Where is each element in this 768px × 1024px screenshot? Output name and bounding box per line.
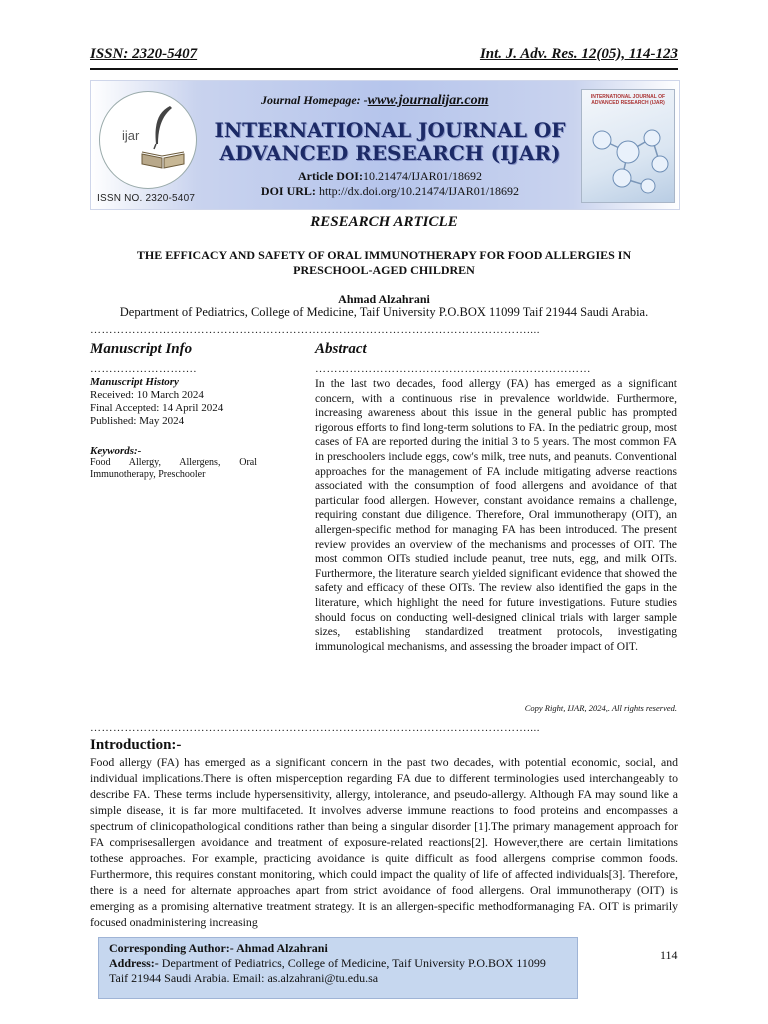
cover-title: INTERNATIONAL JOURNAL OF ADVANCED RESEARCH (IJAR) — [590, 94, 666, 106]
molecule-icon — [582, 90, 674, 202]
doi-url-link[interactable]: http://dx.doi.org/10.21474/IJAR01/18692 — [318, 184, 520, 198]
author-name: Ahmad Alzahrani — [338, 292, 430, 306]
header-rule — [90, 68, 678, 70]
accepted-date: Final Accepted: 14 April 2024 — [90, 402, 224, 414]
journal-banner — [90, 80, 680, 210]
logo-issn: ISSN NO. 2320-5407 — [97, 193, 196, 204]
logo-text: ijar — [122, 128, 140, 143]
article-type: RESEARCH ARTICLE — [310, 214, 458, 230]
article-title: THE EFFICACY AND SAFETY OF ORAL IMMUNOTHERAPY FOR FOOD ALLERGIES IN PRESCHOOL-AGED CHILDREN — [136, 248, 632, 277]
author-address: Address:- Department of Pediatrics, College of Medicine, Taif University P.O.BOX 11099 Taif 21944 Saudi Arabia. Email: as.alzahrani@tu.edu.sa — [109, 956, 546, 985]
keywords: Keywords:- Food Allergy, Allergens, Oral Immunotherapy, Preschooler — [90, 445, 257, 480]
corresponding-author-box — [98, 937, 578, 999]
received-date: Received: 10 March 2024 — [90, 389, 204, 401]
introduction-heading: Introduction:- — [90, 737, 182, 753]
issn-text: ISSN: 2320-5407 — [90, 46, 198, 62]
doi-block: Article DOI:10.21474/IJAR01/18692 DOI URL: http://dx.doi.org/10.21474/IJAR01/18692 — [260, 169, 520, 198]
introduction-text: Food allergy (FA) has emerged as a significant concern in the past two decades, with potential economic, social, and individual implications.There is often misperception regarding FA due to different terminologies used interchangeably to describe FA. These terms include hypersensitivity, allergy, intolerance, and pseudo-allergy. Although FA may sound like a simple disease, it is far more multifaceted. It involves adverse immune reactions to food proteins and encompasses a spectrum of clinicopathological conditions rather than being a singular disorder [1].The primary management approach for FA comprisesallergen avoidance and treatment of exposure-related reactions[2]. However,there are certain limitations tothese approaches. For example, practicing avoidance is quite difficult as food allergens comprise common foods. Furthermore, this requires constant monitoring, which could impact the quality of life of affected individuals[3]. Therefore, there is a need for alternate approaches apart from strict avoidance of food allergens. Oral immunotherapy (OIT) is emerging as a promising alternative treatment strategy. It is an allergen-specific methodformanaging FA. OIT is primarily focused onadministering increasing — [90, 755, 678, 929]
journal-logo — [99, 91, 197, 189]
copyright-notice: Copy Right, IJAR, 2024,. All rights reserved. — [524, 703, 677, 713]
manuscript-info-heading: Manuscript Info — [90, 341, 193, 357]
book-icon — [140, 148, 186, 170]
separator-left: ………………………. — [90, 363, 197, 375]
journal-title: INTERNATIONAL JOURNAL OF ADVANCED RESEARCH (IJAR) — [214, 118, 566, 165]
abstract-heading: Abstract — [315, 341, 367, 357]
journal-homepage: Journal Homepage: -www.journalijar.com — [261, 93, 489, 108]
doi-value: 10.21474/IJAR01/18692 — [362, 169, 482, 183]
author-affiliation: Department of Pediatrics, College of Medicine, Taif University P.O.BOX 11099 Taif 21944 Saudi Arabia. — [119, 305, 649, 319]
keywords-list: Food Allergy, Allergens, Oral Immunotherapy, Preschooler — [90, 457, 257, 480]
published-date: Published: May 2024 — [90, 415, 185, 427]
manuscript-history: Manuscript History Received: 10 March 2024 Final Accepted: 14 April 2024 Published: May 2024 — [90, 376, 260, 428]
separator-bottom: …………………………………………………………………………………………………….... — [90, 722, 540, 734]
quill-icon — [146, 104, 176, 150]
journal-cover-image — [581, 89, 675, 203]
page-number: 114 — [660, 948, 678, 962]
running-header — [90, 46, 678, 63]
abstract-text: In the last two decades, food allergy (FA) has emerged as a significant concern, with a continuous rise in prevalence worldwide. Furthermore, increasing awareness about this issue in the general public has prompted rigorous efforts to find long-term solutions to FA. In the pediatric group, most cases of FA are reported during the initial 3 to 5 years. The most common FA in preschoolers include eggs, cow's milk, tree nuts, and peanuts. Conventional approaches for the management of FA include mitigating adverse reactions associated with the consumption of food allergens and avoidance of that particular food allergen. However, constant avoidance remains a challenge, requiring constant due diligence. Therefore, Oral immunotherapy (OIT), an allergen-specific method for managing FA has been introduced. The present review provides an overview of the mechanisms and processes of OIT. The most common OITs studied include peanut, tree nuts, egg, and milk OITs. Furthermore, the literature search yielded significant evidence that showed the safety and efficacy of these OITs. The review also identified the gaps in the literature, which highlight the need for future investigations. Future studies should focus on conducting well-designed clinical trials with larger sample sizes, establishing standardized treatment protocols, investigating immunological mechanisms, and assessing the broader impact of OIT. — [315, 378, 677, 653]
citation-text: Int. J. Adv. Res. 12(05), 114-123 — [479, 46, 678, 62]
corresponding-author: Corresponding Author:- Ahmad Alzahrani — [109, 941, 328, 955]
separator-top: …………………………………………………………………………………………………….... — [90, 324, 540, 336]
homepage-link[interactable]: www.journalijar.com — [367, 93, 489, 108]
separator-right: ……………………………………………………………… — [315, 363, 591, 375]
